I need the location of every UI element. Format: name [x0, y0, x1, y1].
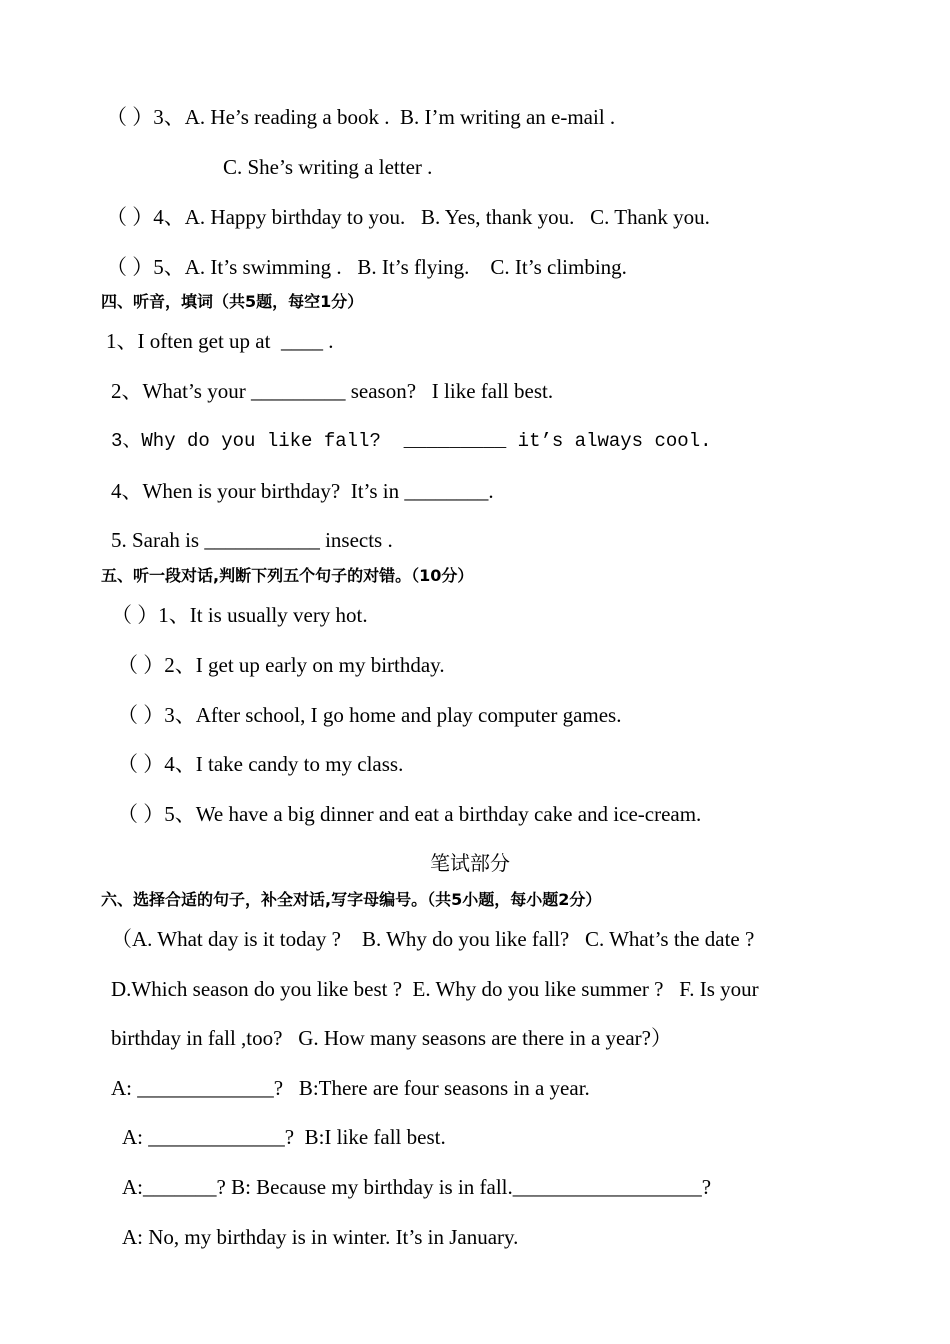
written-section-title: 笔试部分	[430, 851, 510, 875]
options-line-2: D.Which season do you like best ? E. Why do you like summer ? F. Is your	[111, 977, 759, 1001]
question-4: （ ）4、A. Happy birthday to you. B. Yes, thank you. C. Thank you.	[106, 205, 710, 229]
judge-item-2: （ ）2、I get up early on my birthday.	[117, 653, 445, 677]
fill-item-3: 3、Why do you like fall? _________ it’s always cool.	[111, 430, 712, 452]
question-3-option-c: C. She’s writing a letter .	[223, 155, 433, 179]
section-5-heading: 五、听一段对话,判断下列五个句子的对错。（10分）	[101, 566, 474, 585]
options-line-3: birthday in fall ,too? G. How many seasons are there in a year?）	[111, 1026, 672, 1050]
question-5: （ ）5、A. It’s swimming . B. It’s flying. C. It’s climbing.	[106, 255, 627, 279]
fill-item-5: 5. Sarah is ___________ insects .	[111, 528, 393, 552]
judge-item-5: （ ）5、We have a big dinner and eat a birthday cake and ice-cream.	[117, 802, 702, 826]
section-4-heading: 四、听音，填词（共5题，每空1分）	[101, 292, 364, 311]
dialogue-line-4: A: No, my birthday is in winter. It’s in January.	[122, 1225, 519, 1249]
dialogue-line-2: A: _____________? B:I like fall best.	[122, 1125, 446, 1149]
section-6-heading: 六、选择合适的句子，补全对话,写字母编号。（共5小题，每小题2分）	[101, 890, 602, 909]
options-line-1: （A. What day is it today ? B. Why do you like fall? C. What’s the date ?	[111, 927, 755, 951]
fill-item-4: 4、When is your birthday? It’s in ________.	[111, 479, 494, 503]
dialogue-line-3: A:_______? B: Because my birthday is in fall.__________________?	[122, 1175, 712, 1199]
dialogue-line-1: A: _____________? B:There are four seasons in a year.	[111, 1076, 590, 1100]
judge-item-3: （ ）3、After school, I go home and play computer games.	[117, 703, 622, 727]
judge-item-1: （ ）1、It is usually very hot.	[111, 603, 368, 627]
question-3: （ ）3、A. He’s reading a book . B. I’m writing an e-mail .	[106, 105, 616, 129]
judge-item-4: （ ）4、I take candy to my class.	[117, 752, 404, 776]
fill-item-1: 1、I often get up at ____ .	[106, 329, 334, 353]
fill-item-2: 2、What’s your _________ season? I like fall best.	[111, 379, 554, 403]
